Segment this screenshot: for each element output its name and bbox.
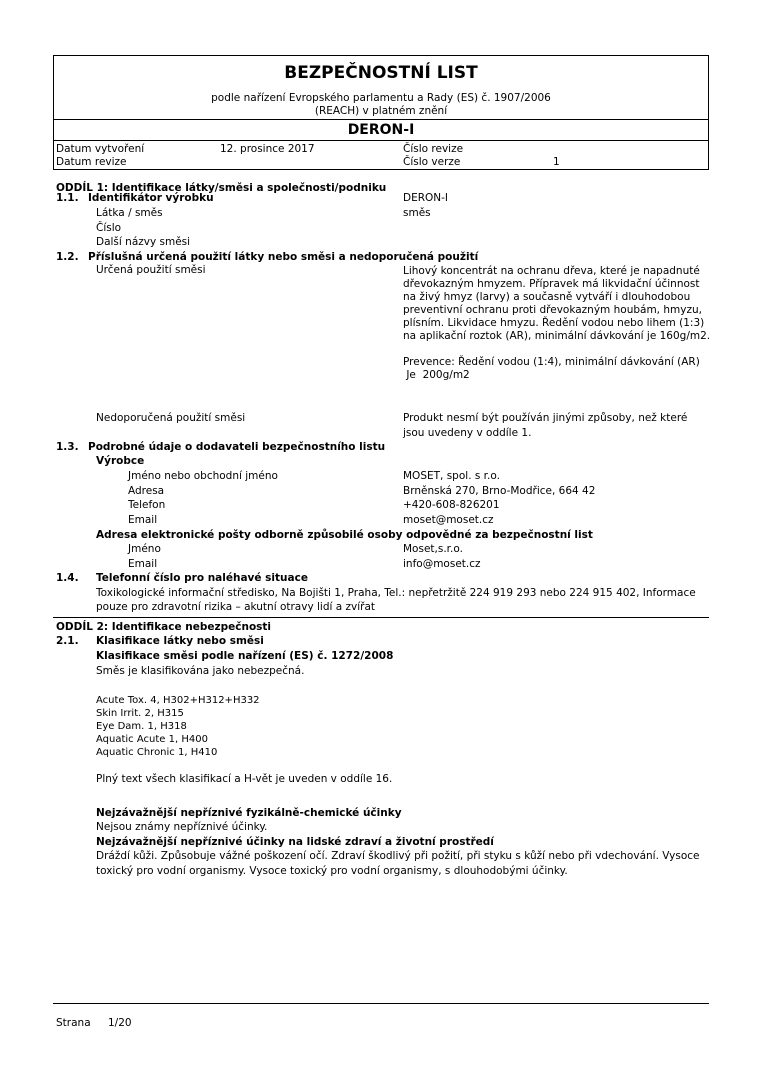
intended-use-label: Určená použití směsi (96, 264, 206, 276)
subsection-number: 1.3. (56, 441, 79, 453)
physchem-text: Nejsou známy nepříznivé účinky. (96, 821, 268, 833)
phone-value: +420-608-826201 (403, 499, 500, 511)
product-identifier: DERON-I (403, 192, 449, 204)
intended-use-line: plísním. Likvidace hmyzu. Ředění vodou nebo lihem (1:3) (403, 317, 705, 329)
created-label: Datum vytvoření (56, 143, 145, 155)
prevention-line: Je 200g/m2 (403, 369, 470, 381)
regulation-line: (REACH) v platném znění (314, 105, 448, 117)
regulation-heading: Klasifikace směsi podle nařízení (ES) č. 1272/2008 (96, 650, 394, 662)
number-label: Číslo (96, 222, 122, 234)
substance-label: Látka / směs (96, 207, 163, 219)
subsection-title: Telefonní číslo pro naléhavé situace (96, 572, 308, 584)
classified-text: Směs je klasifikována jako nebezpečná. (96, 665, 305, 677)
phone-label: Telefon (128, 499, 166, 511)
hazard-class: Skin Irrit. 2, H315 (96, 708, 184, 719)
intended-use-line: dřevokazným hmyzem. Přípravek má likvidační účinnost (403, 278, 700, 290)
subsection-number: 1.4. (56, 572, 79, 584)
producer-heading: Výrobce (96, 455, 145, 467)
health-line: toxický pro vodní organismy. Vysoce toxický pro vodní organismy, s dlouhodobými účinky. (96, 865, 568, 877)
substance-value: směs (403, 207, 431, 219)
address-value: Brněnská 270, Brno-Modřice, 664 42 (403, 485, 596, 497)
intended-use-line: na živý hmyz (larvy) a současně vytváří i dlouhodobou (403, 291, 691, 303)
header-divider (53, 119, 709, 120)
resp-name-label: Jméno (128, 543, 161, 555)
other-names-label: Další názvy směsi (96, 236, 191, 248)
subsection-number: 2.1. (56, 635, 79, 647)
not-recommended-line: Produkt nesmí být používán jinými způsoby, než které (403, 412, 688, 424)
section-heading: ODDÍL 1: Identifikace látky/směsi a společnosti/podniku (56, 182, 387, 194)
email-label: Email (128, 514, 158, 526)
responsible-person-heading: Adresa elektronické pošty odborně způsobilé osoby odpovědné za bezpečnostní list (96, 529, 593, 541)
health-line: Dráždí kůži. Způsobuje vážné poškození očí. Zdraví škodlivý při požití, při styku s kůží nebo při vdechování. Vysoce (96, 850, 700, 862)
intended-use-line: na aplikační roztok (AR), minimální dávkování je 160g/m2. (403, 330, 711, 342)
hazard-class: Acute Tox. 4, H302+H312+H332 (96, 695, 260, 706)
subsection-title: Klasifikace látky nebo směsi (96, 635, 264, 647)
revision-no-label: Číslo revize (403, 143, 464, 155)
resp-email-value[interactable]: info@moset.cz (403, 558, 481, 570)
section-heading: ODDÍL 2: Identifikace nebezpečnosti (56, 621, 272, 633)
version-label: Číslo verze (403, 156, 461, 168)
page-number: 1/20 (108, 1017, 132, 1029)
subsection-number: 1.1. (56, 192, 79, 204)
hazard-class: Eye Dam. 1, H318 (96, 721, 187, 732)
subsection-title: Podrobné údaje o dodavateli bezpečnostního listu (88, 441, 386, 453)
subsection-title: Příslušná určená použití látky nebo směsi a nedoporučená použití (88, 251, 479, 263)
emergency-line: Toxikologické informační středisko, Na Bojišti 1, Praha, Tel.: nepřetržitě 224 919 293 nebo 224 915 402, Informace (96, 587, 696, 599)
document-title: BEZPEČNOSTNÍ LIST (284, 63, 478, 83)
email-value[interactable]: moset@moset.cz (403, 514, 494, 526)
name-label: Jméno nebo obchodní jméno (128, 470, 278, 482)
resp-name-value: Moset,s.r.o. (403, 543, 463, 555)
page-label: Strana (56, 1017, 91, 1029)
version-value: 1 (553, 156, 560, 168)
created-value: 12. prosince 2017 (220, 143, 315, 155)
footer-divider (53, 1003, 709, 1004)
not-recommended-label: Nedoporučená použití směsi (96, 412, 246, 424)
physchem-heading: Nejzávažnější nepříznivé fyzikálně-chemické účinky (96, 807, 402, 819)
revision-date-label: Datum revize (56, 156, 127, 168)
subsection-number: 1.2. (56, 251, 79, 263)
full-text-note: Plný text všech klasifikací a H-vět je uveden v oddíle 16. (96, 773, 393, 785)
health-heading: Nejzávažnější nepříznivé účinky na lidské zdraví a životní prostředí (96, 836, 494, 848)
hazard-class: Aquatic Acute 1, H400 (96, 734, 208, 745)
name-value: MOSET, spol. s r.o. (403, 470, 500, 482)
resp-email-label: Email (128, 558, 158, 570)
not-recommended-line: jsou uvedeny v oddíle 1. (403, 427, 532, 439)
intended-use-line: Lihový koncentrát na ochranu dřeva, které je napadnuté (403, 265, 700, 277)
address-label: Adresa (128, 485, 165, 497)
prevention-line: Prevence: Ředění vodou (1:4), minimální dávkování (AR) (403, 356, 700, 368)
product-name: DERON-I (347, 122, 415, 138)
section-divider (53, 617, 709, 618)
subsection-title: Identifikátor výrobku (88, 192, 214, 204)
header-divider (53, 140, 709, 141)
emergency-line: pouze pro zdravotní rizika – akutní otravy lidí a zvířat (96, 601, 376, 613)
intended-use-line: preventivní ochranu proti dřevokazným houbám, hmyzu, (403, 304, 702, 316)
hazard-class: Aquatic Chronic 1, H410 (96, 747, 218, 758)
regulation-line: podle nařízení Evropského parlamentu a Rady (ES) č. 1907/2006 (211, 92, 551, 104)
